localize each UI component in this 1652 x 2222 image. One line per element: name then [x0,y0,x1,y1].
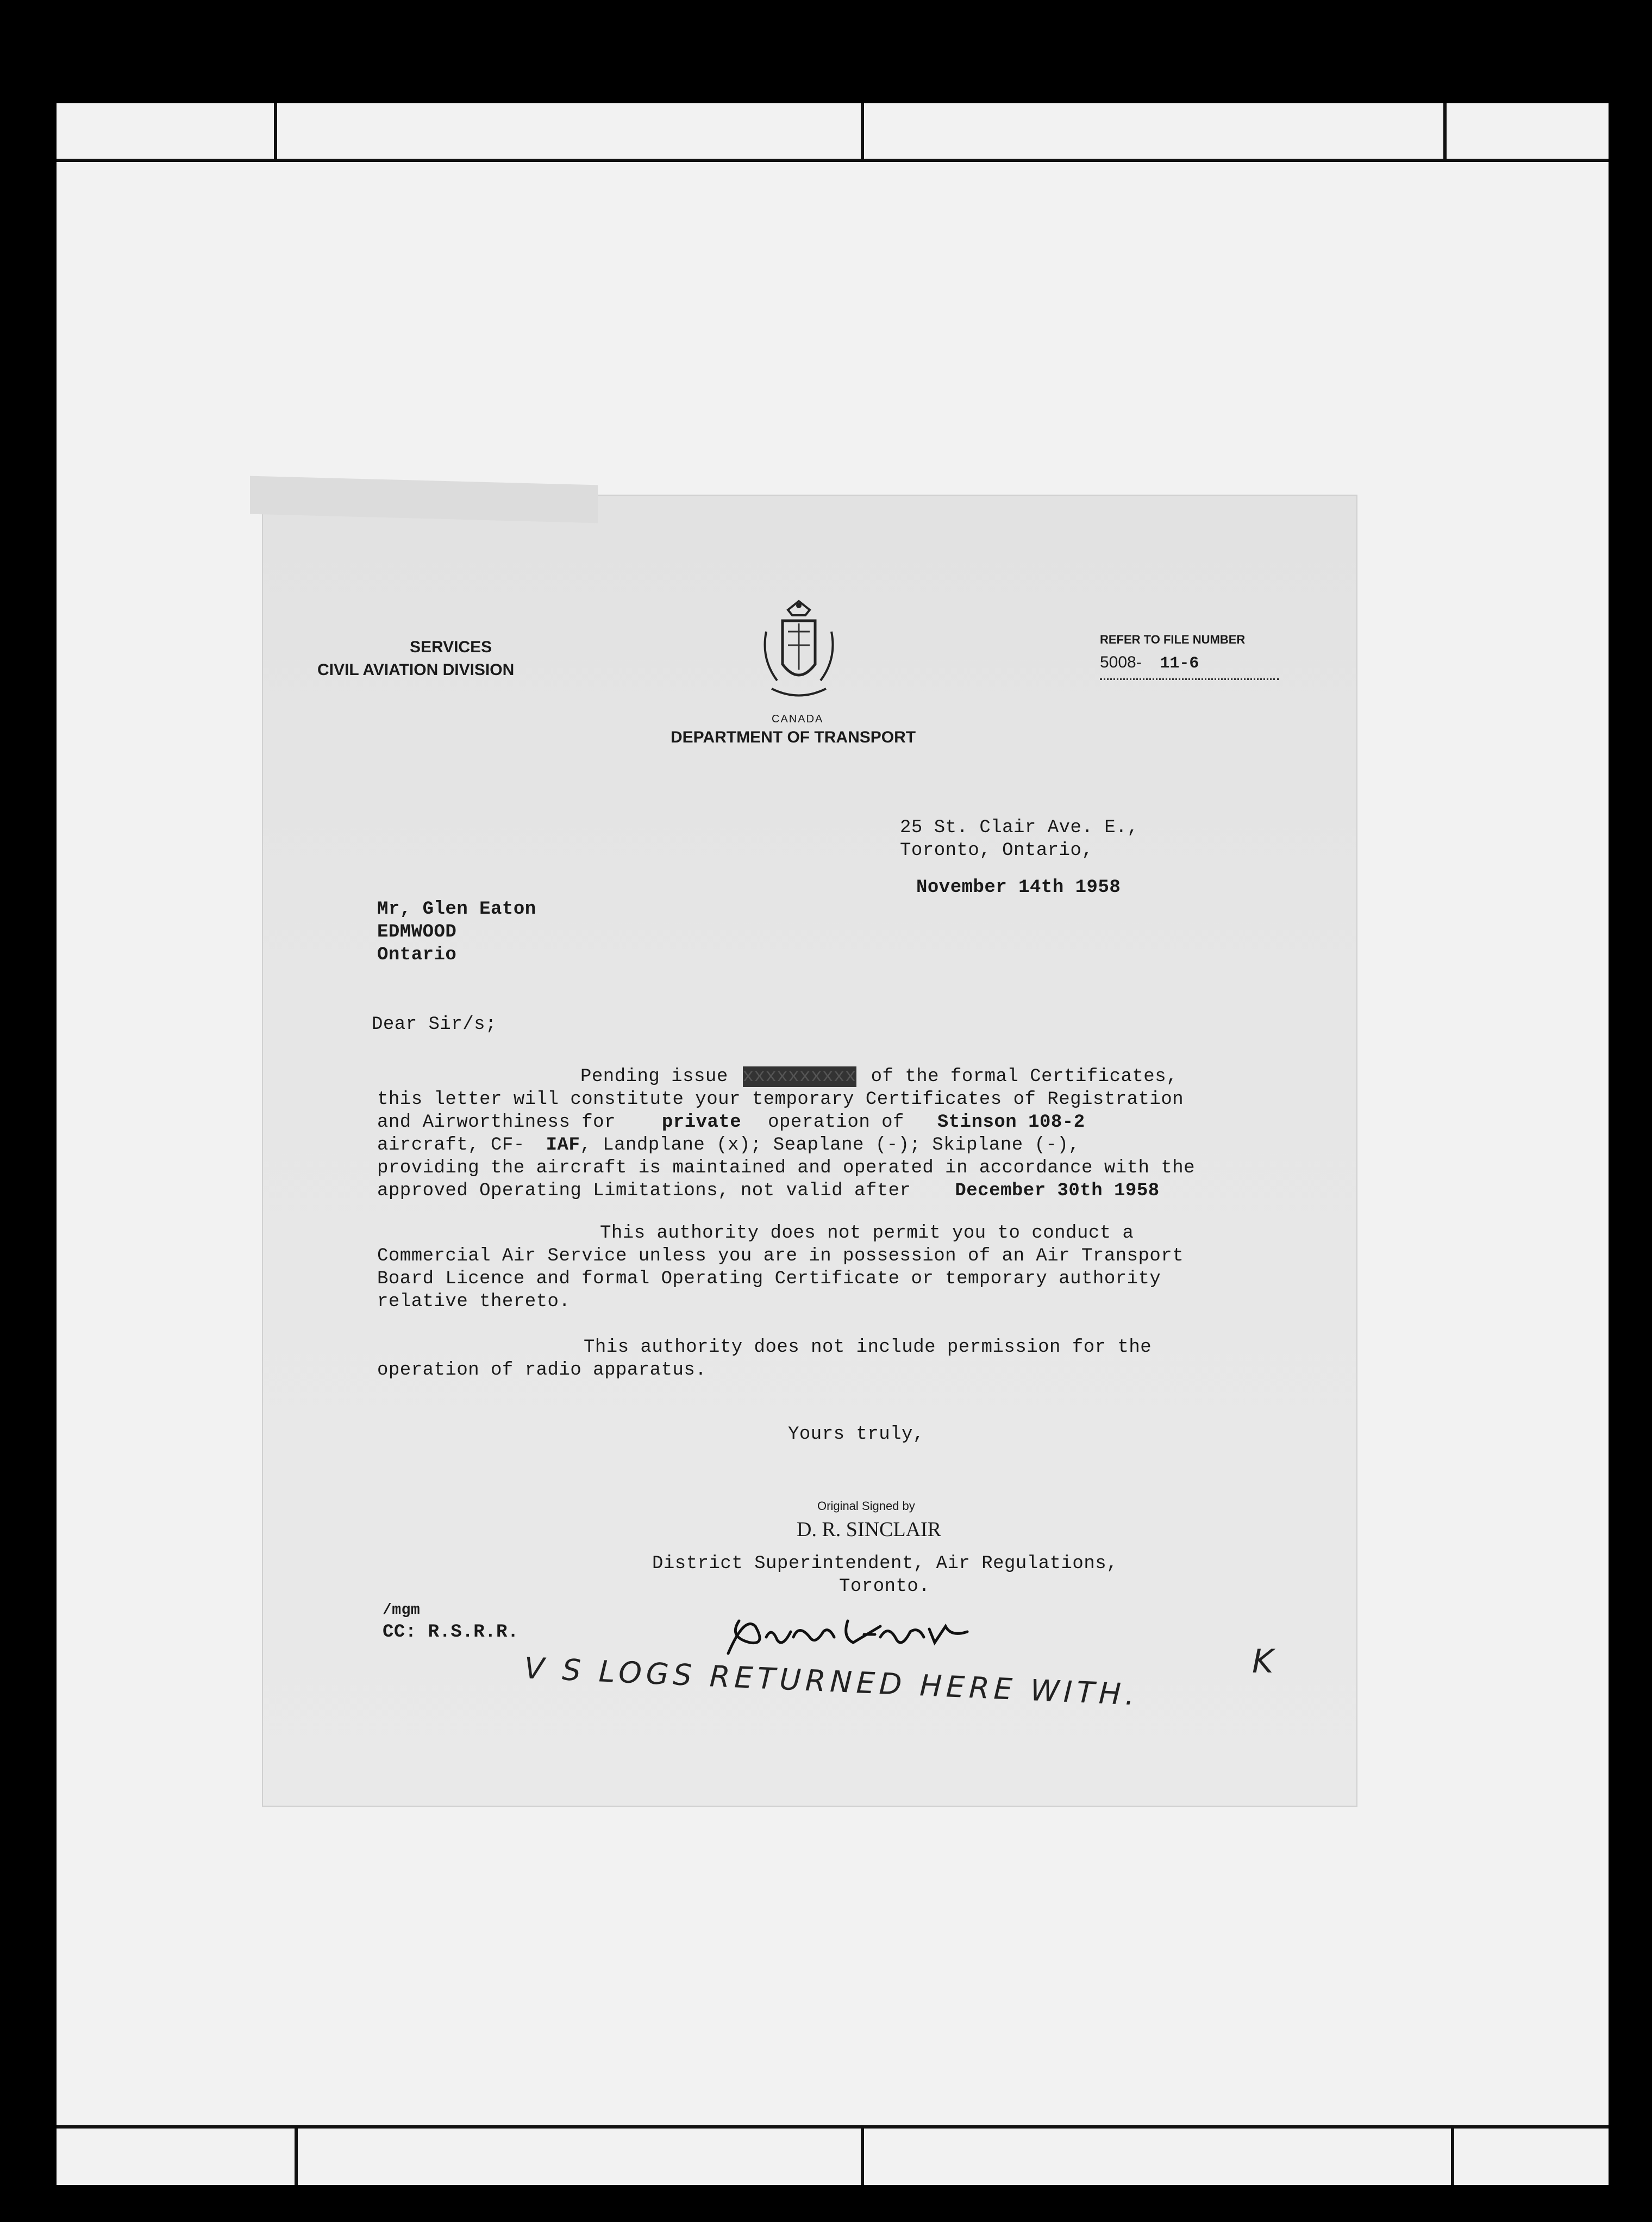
p1-l4-b: , Landplane (x); Seaplane (-); Skiplane (-), [580,1135,1080,1156]
signature-stamp-name: D. R. SINCLAIR [797,1518,942,1541]
file-number-suffix: 11-6 [1160,654,1199,673]
paragraph-3-line-1: This authority does not include permission for the [584,1337,1152,1358]
p1-l6-a: approved Operating Limitations, not valid after [377,1181,911,1201]
recipient-town: EDMWOOD [377,922,457,943]
department-title: DEPARTMENT OF TRANSPORT [671,728,916,746]
aircraft-registration: IAF [546,1135,580,1156]
recipient-province: Ontario [377,945,457,965]
frame-divider-3 [1443,103,1447,162]
paragraph-2-line-2: Commercial Air Service unless you are in possession of an Air Transport [377,1246,1184,1266]
paragraph-1-line-6 [377,1179,1160,1202]
signature-stamp-label: Original Signed by [817,1499,915,1513]
paragraph-1-line-1 [580,1065,1178,1088]
paragraph-2-line-3: Board Licence and formal Operating Certificate or temporary authority [377,1269,1161,1289]
file-number-line [1100,653,1279,680]
salutation: Dear Sir/s; [372,1014,497,1035]
frame-divider-4 [295,2125,298,2185]
p1-l3-a: and Airworthiness for [377,1112,616,1133]
sender-address-line-2: Toronto, Ontario, [900,840,1093,861]
p1-text-b: of the formal Certificates, [871,1066,1178,1087]
recipient-name: Mr, Glen Eaton [377,899,536,920]
sender-address-line-1: 25 St. Clair Ave. E., [900,817,1138,838]
division-line-2: CIVIL AVIATION DIVISION [317,661,515,679]
handwritten-mark: K [1252,1643,1278,1681]
country-label: CANADA [772,713,824,725]
frame-divider-2 [861,103,864,162]
file-number-label: REFER TO FILE NUMBER [1100,633,1246,646]
frame-rule-top [57,159,1609,162]
letter-page [263,496,1356,1806]
signer-title-line-2: Toronto. [839,1576,930,1597]
paragraph-2-line-4: relative thereto. [377,1291,571,1312]
coat-of-arms-icon [755,599,842,708]
frame-divider-5 [861,2125,864,2185]
paragraph-1-line-2: this letter will constitute your temporary Certificates of Registration [377,1089,1184,1110]
typist-initials: /mgm [383,1602,421,1619]
signer-title-line-1: District Superintendent, Air Regulations, [652,1553,1118,1574]
paragraph-1-line-5: providing the aircraft is maintained and operated in accordance with the [377,1158,1196,1178]
paragraph-3-line-2: operation of radio apparatus. [377,1360,707,1381]
operation-type: private [661,1112,742,1133]
letter-date: November 14th 1958 [916,877,1121,898]
file-number-prefix: 5008- [1100,653,1142,671]
closing: Yours truly, [788,1424,924,1445]
paragraph-1-line-3 [377,1111,1085,1134]
paragraph-1-line-4 [377,1134,1080,1157]
aircraft-type: Stinson 108-2 [937,1112,1085,1133]
p1-l4-a: aircraft, CF- [377,1135,525,1156]
paragraph-2-line-1: This authority does not permit you to conduct a [600,1223,1134,1244]
p1-text-a: Pending issue [580,1066,728,1087]
frame-rule-bottom [57,2125,1609,2129]
validity-date: December 30th 1958 [955,1181,1160,1201]
frame-divider-1 [274,103,277,162]
carbon-copy: CC: R.S.R.R. [383,1622,519,1643]
handwritten-signature [717,1605,1022,1664]
p1-l3-b: operation of [768,1112,904,1133]
frame-divider-6 [1451,2125,1454,2185]
division-line-1: SERVICES [410,638,492,656]
p1-struck-text: xxxxxxxxxx [742,1066,856,1087]
handwritten-note: V S LOGS RETURNED HERE WITH. [523,1651,1140,1712]
